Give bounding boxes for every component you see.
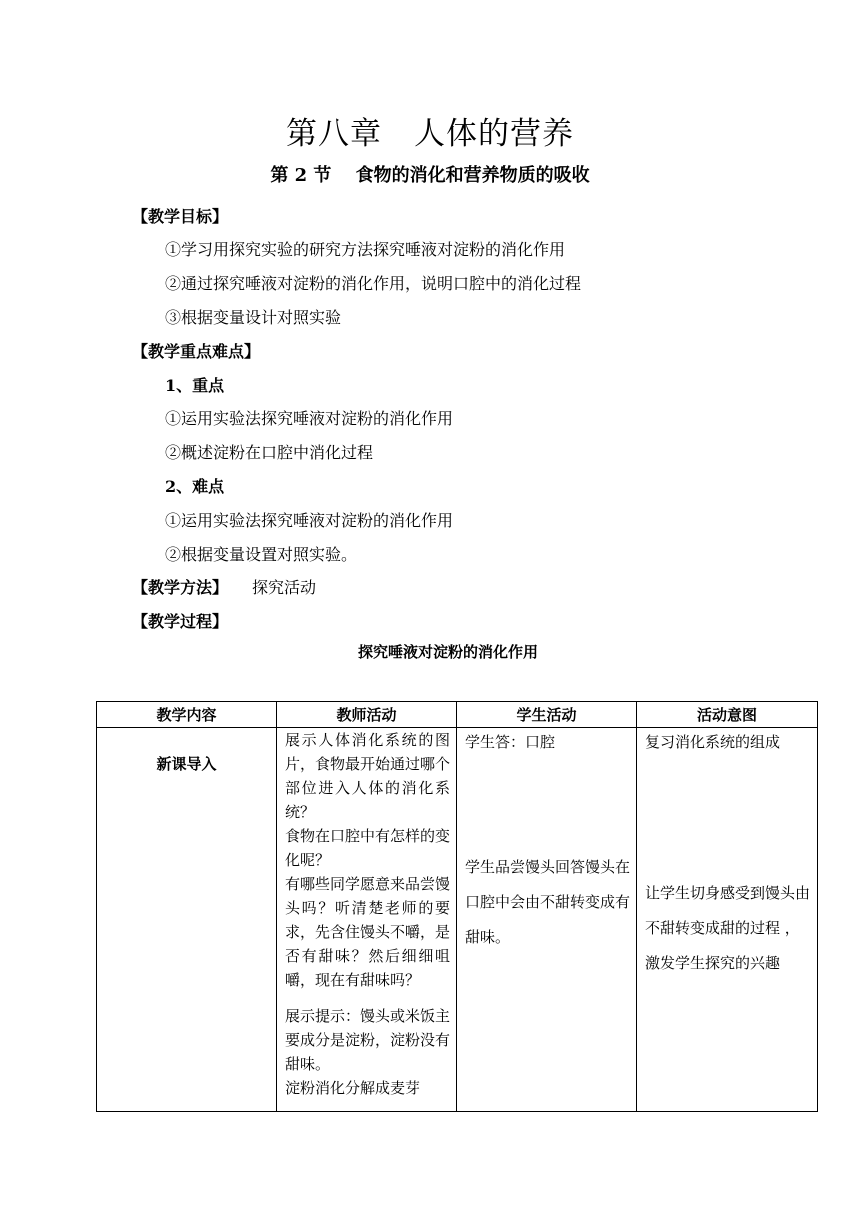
cell-teacher — [277, 728, 457, 1112]
intent-text: 复习消化系统的组成 — [645, 733, 781, 751]
difficulty-label: 2、难点 — [165, 477, 225, 496]
chapter-title: 第八章 人体的营养 — [286, 116, 574, 152]
teacher-text: 展示人体消化系统的图片，食物最开始通过哪个部位进入人体的消化系统？ — [285, 731, 451, 821]
focus-item: ②概述淀粉在口腔中消化过程 — [165, 443, 374, 462]
cell-student — [457, 728, 637, 1112]
lesson-table — [96, 701, 818, 1112]
section-title: 第 2 节 食物的消化和营养物质的吸收 — [270, 165, 590, 186]
cell-content: 新课导入 — [97, 728, 277, 1112]
objective-item: ②通过探究唾液对淀粉的消化作用，说明口腔中的消化过程 — [165, 274, 582, 293]
intent-text: 让学生切身感受到馒头由不甜转变成甜的过程 ，激发学生探究的兴趣 — [645, 884, 811, 972]
student-text: 学生答：口腔 — [465, 733, 556, 751]
process-heading: 【教学过程】 — [132, 612, 229, 631]
teacher-text: 展示提示：馒头或米饭主要成分是淀粉，淀粉没有甜味。 — [285, 1007, 451, 1073]
objective-item: ③根据变量设计对照实验 — [165, 308, 342, 327]
key-points-heading: 【教学重点难点】 — [132, 342, 261, 361]
header-teacher: 教师活动 — [277, 702, 457, 728]
method-value: 探究活动 — [252, 578, 317, 597]
student-text: 学生品尝馒头回答馒头在口腔中会由不甜转变成有甜味。 — [465, 858, 631, 946]
cell-intent — [637, 728, 818, 1112]
difficulty-item: ②根据变量设置对照实验。 — [165, 545, 358, 564]
teacher-text: 食物在口腔中有怎样的变化呢？ — [285, 827, 451, 869]
teacher-text: 淀粉消化分解成麦芽 — [285, 1079, 421, 1097]
header-student: 学生活动 — [457, 702, 637, 728]
focus-label: 1、重点 — [165, 376, 225, 395]
header-intent: 活动意图 — [637, 702, 818, 728]
table-header-row — [97, 702, 818, 728]
process-section-title: 探究唾液对淀粉的消化作用 — [357, 643, 538, 661]
focus-item: ①运用实验法探究唾液对淀粉的消化作用 — [165, 409, 454, 428]
objective-item: ①学习用探究实验的研究方法探究唾液对淀粉的消化作用 — [165, 240, 566, 259]
table-row — [97, 728, 818, 1112]
method-heading: 【教学方法】 — [132, 578, 229, 597]
objectives-heading: 【教学目标】 — [132, 207, 229, 226]
difficulty-item: ①运用实验法探究唾液对淀粉的消化作用 — [165, 511, 454, 530]
header-content: 教学内容 — [97, 702, 277, 728]
teacher-text: 有哪些同学愿意来品尝馒头吗？听清楚老师的要求，先含住馒头不嚼，是否有甜味？然后细细咀嚼，现在有甜味吗？ — [285, 875, 451, 989]
